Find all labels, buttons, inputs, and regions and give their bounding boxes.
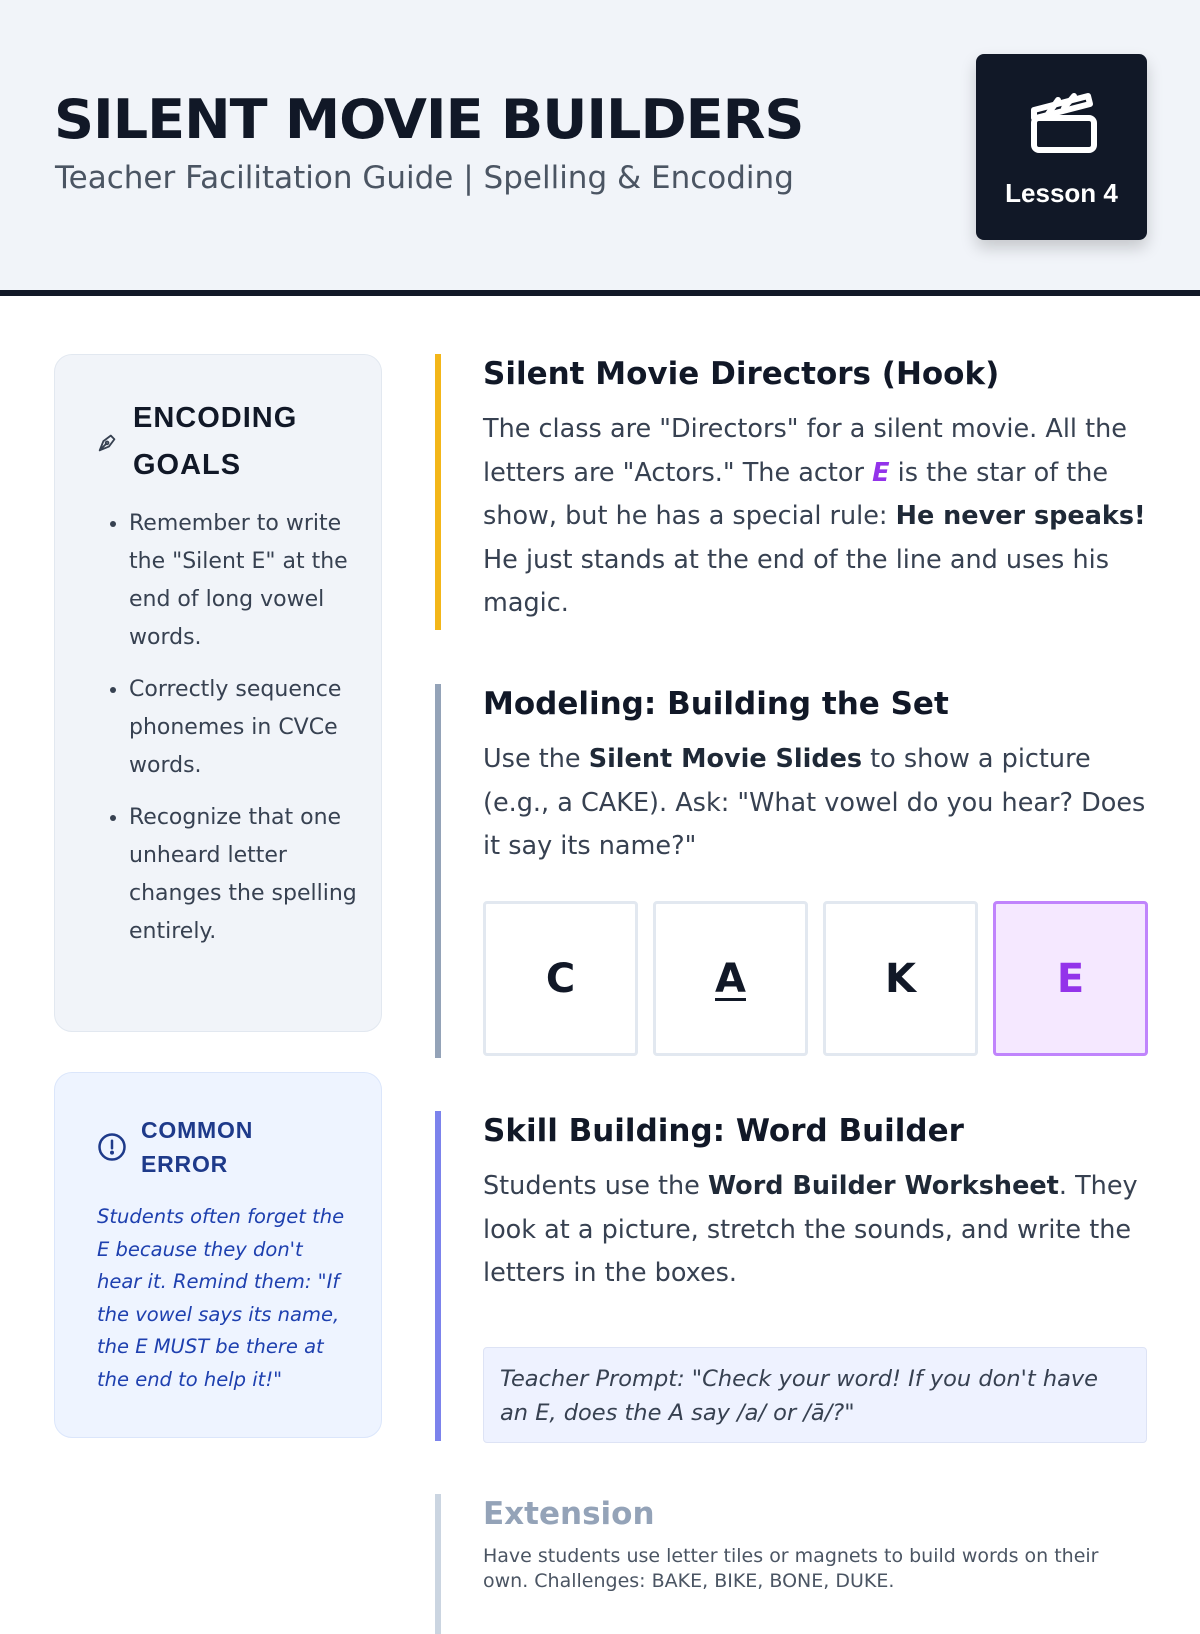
letter-tile: C xyxy=(483,901,638,1056)
modeling-bold: Silent Movie Slides xyxy=(588,744,863,774)
hook-accent-bar xyxy=(435,354,441,630)
modeling-accent-bar xyxy=(435,684,441,1058)
page-subtitle: Teacher Facilitation Guide | Spelling & Encoding xyxy=(55,160,794,196)
clapperboard-icon xyxy=(1028,84,1098,156)
pen-icon xyxy=(97,431,119,453)
page-header xyxy=(0,0,1200,296)
hook-title: Silent Movie Directors (Hook) xyxy=(483,356,1000,392)
skill-text: Students use the Word Builder Worksheet. They look at a picture, stretch the sounds, and write the letters in the boxes. xyxy=(483,1171,1138,1288)
page-title: SILENT MOVIE BUILDERS xyxy=(54,88,804,151)
lesson-label: Lesson 4 xyxy=(1005,178,1118,208)
goal-item: • Remember to write the "Silent E" at the end of long vowel words. xyxy=(129,505,359,657)
star-e: E xyxy=(872,457,890,488)
letter-tile-vowel: A xyxy=(653,901,808,1056)
common-error-card xyxy=(54,1072,382,1438)
letter-tiles xyxy=(483,901,1148,1056)
goals-list xyxy=(129,505,359,965)
encoding-goals-card xyxy=(54,354,382,1032)
error-title: COMMON ERROR xyxy=(141,1117,254,1177)
letter-tile-silent-e: E xyxy=(993,901,1148,1056)
lesson-badge xyxy=(976,54,1147,240)
letter-tile: K xyxy=(823,901,978,1056)
extension-accent-bar xyxy=(435,1494,441,1634)
goal-item: • Recognize that one unheard letter changes the spelling entirely. xyxy=(129,799,359,951)
hook-text: The class are "Directors" for a silent movie. All the letters are "Actors." The actor E is the star of the show, but he has a special rule: He never speaks! He just stands at the end of the line and uses his magic. xyxy=(483,414,1146,618)
extension-section xyxy=(435,1494,1147,1634)
goal-item: • Correctly sequence phonemes in CVCe words. xyxy=(129,671,359,785)
modeling-text: Use the Silent Movie Slides to show a picture (e.g., a CAKE). Ask: "What vowel do you hear? Does it say its name?" xyxy=(483,744,1146,861)
skill-section xyxy=(435,1111,1147,1441)
extension-text: Have students use letter tiles or magnets to build words on their own. Challenges: BAKE, BIKE, BONE, DUKE. xyxy=(483,1545,1099,1592)
extension-title: Extension xyxy=(483,1496,655,1532)
hook-bold: He never speaks! xyxy=(895,501,1146,531)
teacher-prompt: Teacher Prompt: "Check your word! If you don't have an E, does the A say /a/ or /ā/?" xyxy=(483,1347,1147,1443)
skill-accent-bar xyxy=(435,1111,441,1441)
modeling-section xyxy=(435,684,1147,1058)
error-text: Students often forget the E because they don't hear it. Remind them: "If the vowel says its name, the E MUST be there at the end to help it!" xyxy=(97,1205,345,1391)
goals-title: ENCODING GOALS xyxy=(133,402,298,481)
error-header xyxy=(97,1113,253,1181)
goals-header xyxy=(97,395,323,489)
alert-circle-icon xyxy=(97,1132,127,1162)
skill-title: Skill Building: Word Builder xyxy=(483,1113,964,1149)
modeling-title: Modeling: Building the Set xyxy=(483,686,949,722)
skill-bold: Word Builder Worksheet xyxy=(707,1171,1059,1201)
hook-section xyxy=(435,354,1147,630)
